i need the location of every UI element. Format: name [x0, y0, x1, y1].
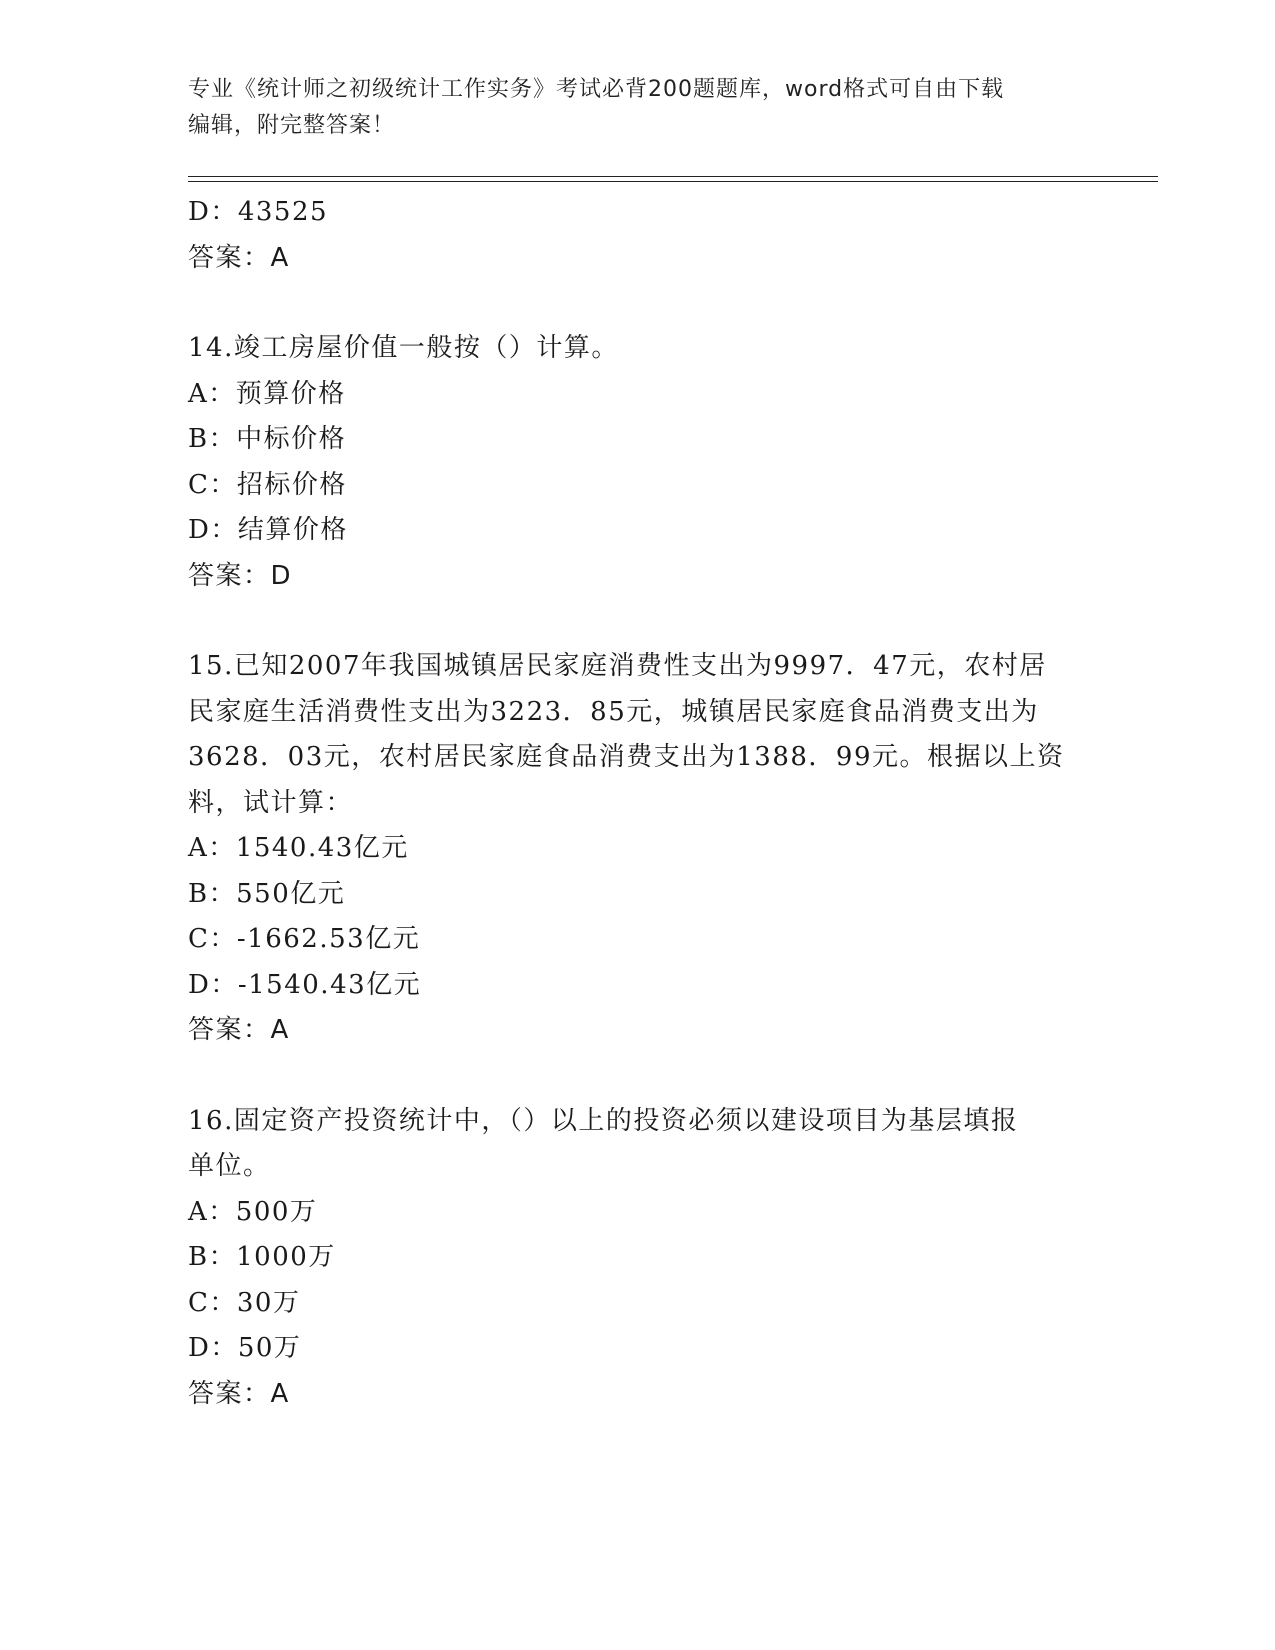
answer-line: 答案：A [188, 1015, 290, 1045]
question-13-tail [188, 190, 1088, 281]
spacer [188, 599, 1088, 644]
question-text-line-2: 单位。 [188, 1151, 271, 1181]
option-a: A：500万 [188, 1196, 318, 1227]
option-d: D：50万 [188, 1333, 302, 1363]
option-b: B：中标价格 [188, 424, 347, 454]
option-d: D：结算价格 [188, 515, 348, 545]
header-divider [188, 176, 1158, 177]
option-a: A：1540.43亿元 [188, 833, 409, 863]
spacer [188, 1054, 1088, 1099]
option-d: D：-1540.43亿元 [188, 969, 422, 1000]
question-14 [188, 326, 1088, 599]
option-b: B：1000万 [188, 1242, 336, 1272]
option-a: A：预算价格 [188, 378, 346, 409]
question-text-line-3: 3628．03元，农村居民家庭食品消费支出为1388．99元。根据以上资 [188, 742, 1065, 772]
header-line-2: 编辑，附完整答案！ [188, 113, 396, 138]
question-text-line-4: 料，试计算： [188, 787, 354, 818]
question-15 [188, 644, 1088, 1054]
spacer [188, 281, 1088, 326]
answer-line: 答案：A [188, 1378, 290, 1409]
header-divider-secondary [188, 181, 1158, 182]
question-text-line-1: 16.固定资产投资统计中，（）以上的投资必须以建设项目为基层填报 [188, 1105, 1019, 1136]
question-text-line-2: 民家庭生活消费性支出为3223．85元，城镇居民家庭食品消费支出为 [188, 696, 1039, 727]
question-text: 14.竣工房屋价值一般按（）计算。 [188, 333, 619, 363]
option-c: C：招标价格 [188, 469, 347, 500]
header-line-1: 专业《统计师之初级统计工作实务》考试必背200题题库，word格式可自由下载 [188, 77, 1005, 102]
option-c: C：-1662.53亿元 [188, 924, 421, 954]
option-b: B：550亿元 [188, 878, 346, 909]
question-list [188, 190, 1088, 1417]
answer-line: 答案：A [188, 242, 290, 273]
option-d: D：43525 [188, 197, 329, 227]
option-c: C：30万 [188, 1287, 301, 1318]
question-text-line-1: 15.已知2007年我国城镇居民家庭消费性支出为9997．47元，农村居 [188, 651, 1047, 681]
question-16 [188, 1099, 1088, 1418]
document-header [188, 72, 1088, 144]
answer-line: 答案：D [188, 560, 293, 591]
